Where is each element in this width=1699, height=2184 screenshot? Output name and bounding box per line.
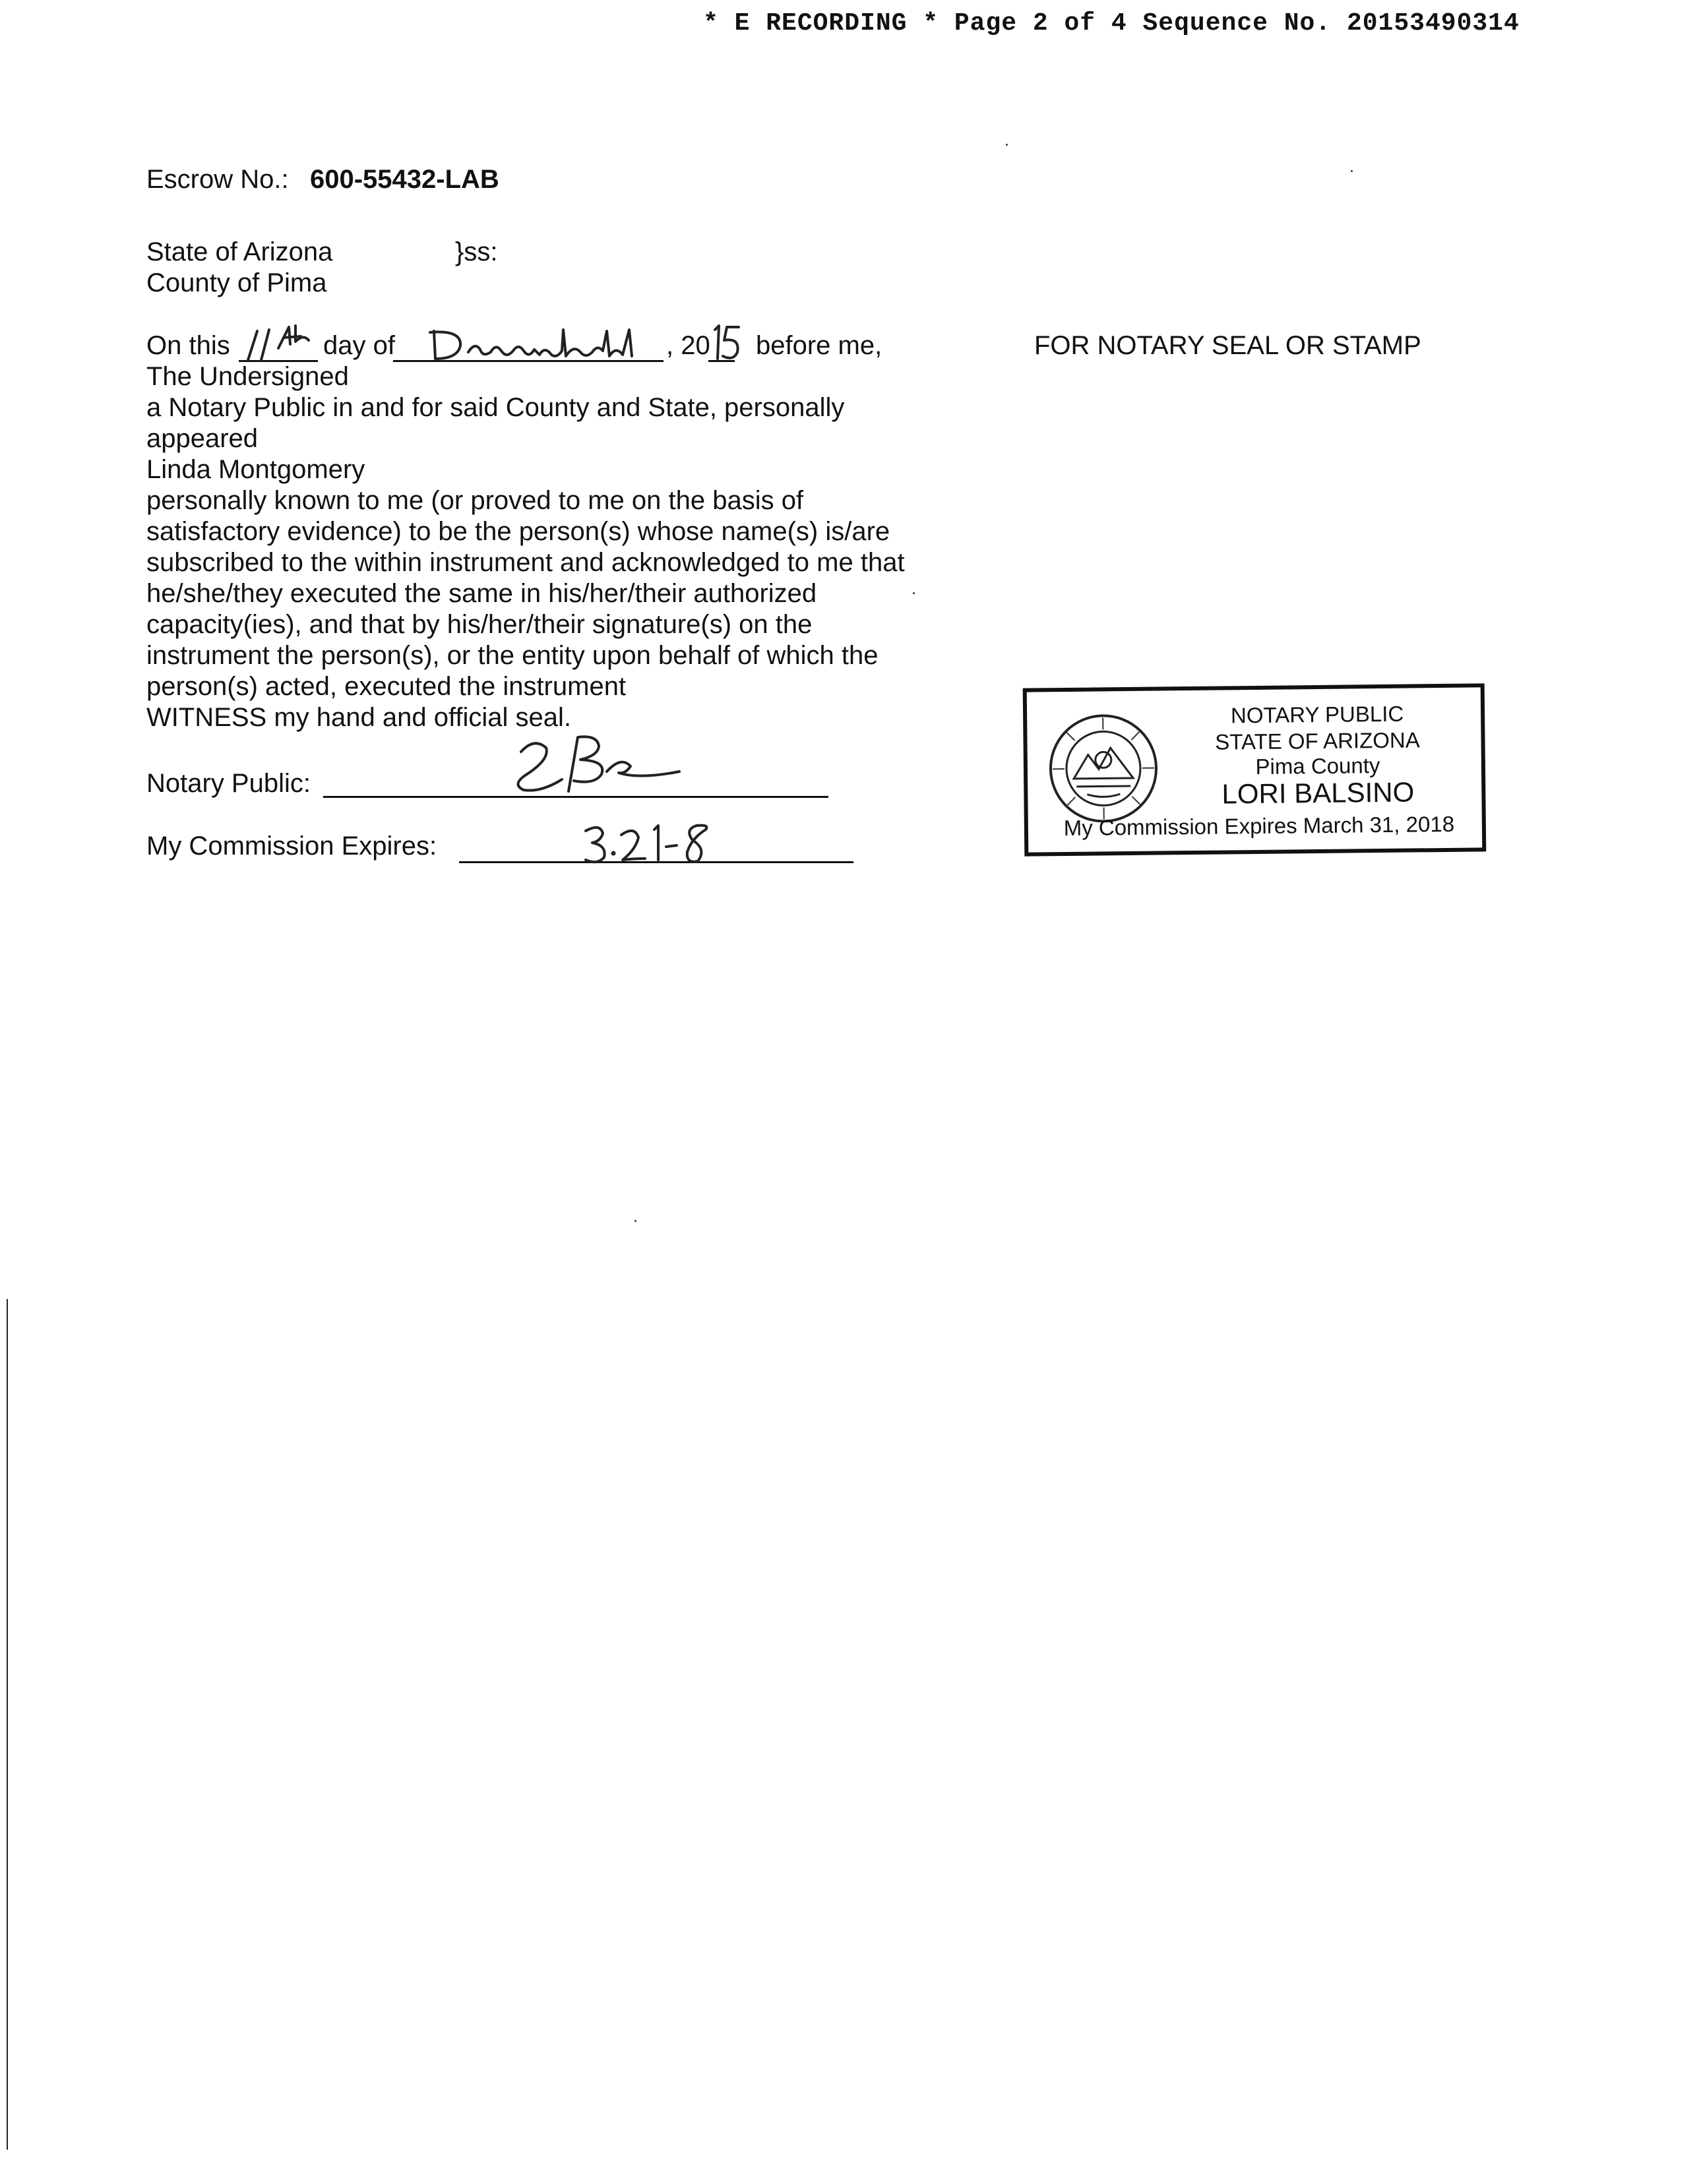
stamp-notary-public: NOTARY PUBLIC — [1230, 701, 1404, 728]
stamp-commission-expires: My Commission Expires March 31, 2018 — [1063, 811, 1455, 841]
ack-line-2: a Notary Public in and for said County and State, personally — [146, 393, 845, 422]
handwritten-month — [427, 326, 665, 363]
venue-ss: }ss: — [455, 237, 498, 266]
venue-state: State of Arizona — [146, 237, 333, 266]
ack-line-4: Linda Montgomery — [146, 455, 365, 484]
seal-area-heading: FOR NOTARY SEAL OR STAMP — [1034, 331, 1421, 360]
scan-speck — [913, 592, 915, 594]
on-this-label: On this — [146, 331, 230, 360]
year-prefix: , 20 — [666, 331, 710, 360]
arizona-state-seal-emblem — [1047, 712, 1160, 826]
stamp-county: Pima County — [1255, 753, 1380, 779]
scan-speck — [634, 1220, 636, 1222]
ack-line-10: instrument the person(s), or the entity upon behalf of which the — [146, 641, 879, 670]
stamp-notary-name: LORI BALSINO — [1221, 776, 1415, 810]
venue-county: County of Pima — [146, 268, 327, 297]
ack-line-1: The Undersigned — [146, 362, 349, 391]
recording-header: * E RECORDING * Page 2 of 4 Sequence No. 20153490314 — [703, 9, 1520, 38]
scan-speck — [1351, 170, 1353, 172]
notary-signature — [508, 732, 686, 798]
ack-line-3: appeared — [146, 424, 259, 453]
handwritten-year — [708, 320, 744, 364]
notary-public-label: Notary Public: — [146, 769, 311, 798]
ack-line-7: subscribed to the within instrument and acknowledged to me that — [146, 548, 905, 577]
handwritten-commission-date — [580, 820, 726, 868]
notary-stamp — [1023, 683, 1487, 856]
stamp-state: STATE OF ARIZONA — [1215, 727, 1420, 754]
ack-line-11: person(s) acted, executed the instrument — [146, 672, 627, 701]
day-of-label: day of — [323, 331, 395, 360]
ack-line-9: capacity(ies), and that by his/her/their signature(s) on the — [146, 610, 813, 639]
escrow-number: 600-55432-LAB — [310, 165, 499, 194]
scan-edge-artifact — [7, 1299, 8, 2150]
before-me-label: before me, — [756, 331, 882, 360]
ack-line-12: WITNESS my hand and official seal. — [146, 703, 571, 732]
ack-line-8: he/she/they executed the same in his/her/their authorized — [146, 579, 817, 608]
ack-line-5: personally known to me (or proved to me on the basis of — [146, 486, 804, 515]
handwritten-day — [243, 322, 322, 363]
ack-line-6: satisfactory evidence) to be the person(s) whose name(s) is/are — [146, 517, 890, 546]
scan-speck — [1006, 144, 1008, 146]
commission-label: My Commission Expires: — [146, 832, 437, 861]
escrow-label: Escrow No.: — [146, 165, 289, 194]
